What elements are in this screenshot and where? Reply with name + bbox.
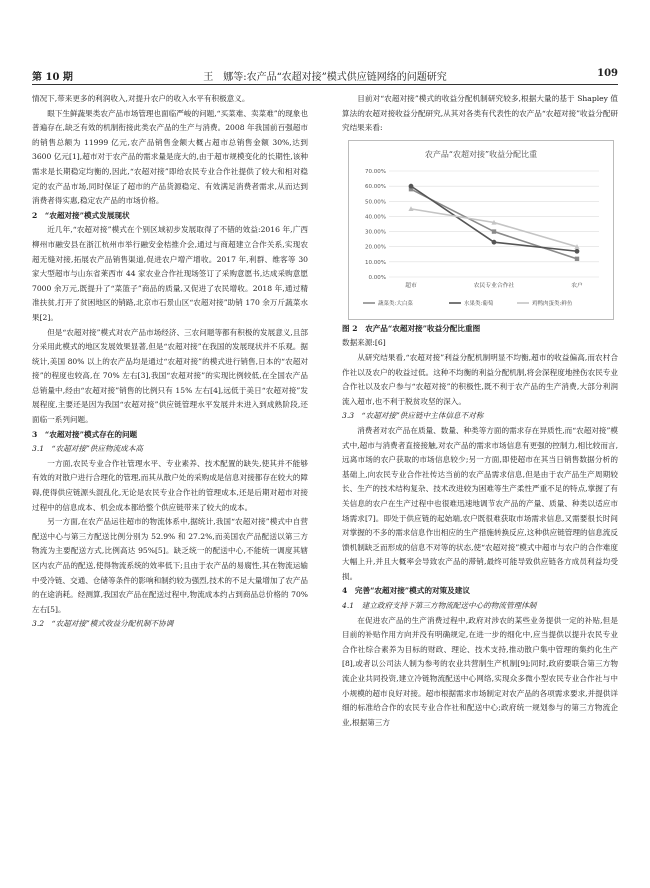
paragraph: 一方面,农民专业合作社管理水平、专业素养、技术配置的缺失,使其并不能够有效的对散户进行合理化的管理,而其从散户处的采购成是信息对接都存在较大的障碍,使得供应链源头混乱化,无论是农民专业合作社的管理成本,还是后期对超市对接过程中的信息成本、机会成本都给整个供应链带来了较大的成本。 [32, 458, 308, 512]
section-heading: 3 “农超对接”模式存在的问题 [32, 429, 138, 439]
paragraph: 目前对“农超对接”模式的收益分配机制研究较多,根据大量的基于 Shapley 值算法的农超对接收益分配研究,从其对各类有代表性的农产品“农超对接”收益分配研究结果来看: [342, 94, 618, 133]
y-tick-label: 70.00% [365, 168, 386, 175]
section-heading: 2 “农超对接”模式发展现状 [32, 210, 130, 220]
subsection-heading: 3.1 “农超对接”供应物流成本高 [32, 444, 143, 454]
page-number: 109 [597, 68, 618, 79]
paragraph: 眼下生鲜蔬果类农产品市场管理也面临严峻的问题,“买菜难、卖菜难”的现象也普遍存在,缺乏有效的机制衔接此类农产品的生产与消费。2008 年我国前百强超市的销售总额为 11999 亿元,农产品销售金额大概占超市总销售金额 30%,达到 3600 亿元[1],超市对于农产品的需求量是庞大的,由于超市规模变化的长期性,该种需求是长期稳定均衡的,因此,“农超对接”即给农民专业合作社提供了较大和相对稳定的农产品市场,同时保证了超市的产品货源稳定、有效满足消费者需求,从而达到消费者得实惠,稳定农产品的市场价格。 [32, 108, 308, 206]
y-tick-label: 40.00% [365, 214, 386, 221]
x-tick-label: 农民专业合作社 [473, 282, 515, 289]
data-source: 数据来源:[6] [342, 338, 386, 348]
data-point [492, 240, 497, 245]
paragraph: 情况下,带来更多的利润收入,对提升农户的收入水平有积极意义。 [32, 94, 250, 103]
subsection-heading: 3.3 “农超对接”供应链中主体信息不对称 [342, 411, 484, 421]
x-tick-label: 农户 [571, 282, 583, 289]
issue-number: 第 10 期 [32, 72, 73, 83]
running-header [32, 66, 618, 85]
legend-label: 蔬菜类:大白菜 [378, 300, 413, 307]
line-chart [349, 141, 613, 319]
y-tick-label: 10.00% [365, 259, 386, 266]
data-point [409, 184, 414, 189]
y-tick-label: 30.00% [365, 229, 386, 236]
y-tick-label: 50.00% [365, 199, 386, 206]
running-title: 王 娜等:农产品“农超对接”模式供应链网络的问题研究 [203, 72, 447, 83]
data-point [492, 229, 496, 233]
paragraph: 从研究结果看,“农超对接”利益分配机制明显不均衡,超市的收益偏高,而农村合作社以及农户的收益过低。这种不均衡的利益分配机制,将会深程度地挫伤农民专业合作社以及农户参与“农超对接”的积极性,既不利于农产品的生产消费,大部分利润流入超市,也不利于脱贫攻坚的深入。 [342, 352, 618, 406]
left-column [32, 92, 308, 882]
chart-title: 农产品“农超对接”收益分配比重 [424, 149, 538, 159]
paragraph: 在促进农产品的生产消费过程中,政府对涉农的某些业务提供一定的补贴,但是目前的补贴作用方向并没有明确规定,在进一步的细化中,应当提供以提升农民专业合作社综合素养为目标的财政、理论、技术支持,推动散户集中管理的集约化生产[8],或者以公司法人制为参考的农业共营制生产机制[9];同时,政府要联合第三方物流企业共同投资,建立冷链物流配送中心网络,实现众多微小型农民专业合作社与中小规模的超市良好对接。超市根据需求市场制定对农产品的各项需求要求,并提供详细的标准给合作的农民专业合作社和配送中心;政府统一规划参与的第三方物流企业,根据第三方 [342, 615, 618, 727]
figure-caption: 图 2 农产品“农超对接”收益分配比重图 [342, 323, 481, 333]
y-tick-label: 0.00% [368, 274, 386, 281]
subsection-heading: 3.2 “农超对接”模式收益分配机制不协调 [32, 619, 174, 629]
chart-frame [348, 140, 614, 320]
paragraph: 另一方面,在农产品运往超市的物流体系中,据统计,我国“农超对接”模式中自营配送中心与第三方配送比例分别为 52.9% 和 27.2%,而美国农产品配送以第三方物流为主要配送方式,比例高达 95%[5]。缺乏统一的配送中心,不能统一调度其辖区内农产品的配送,使得物流系统的效率低下;且由于农产品的易腐性,其在物流运输中受冷链、交通、仓储等条件的影响和制约较为强烈,技术的不足大量增加了农产品的在途消耗。经测算,我国农产品在配送过程中,物流成本约占到商品总价格的 70% 左右[5]。 [32, 517, 308, 614]
paragraph: 近几年,“农超对接”模式在个别区域初步发展取得了不错的效益:2016 年,广西柳州市融安县在浙江杭州市举行融安金桔推介会,通过与商超建立合作关系,实现农超无缝对接,拓展农产品销售渠道,促进农户增产增收。2017 年,利群、维客等 30 家大型超市与山东省莱西市 44 家农业合作社现场签订了采购意愿书,达成采购意愿 7000 余万元,既提升了“菜篮子”商品的质量,又促进了农民增收。2018 年,通过精准扶贫,打开了贫困地区的销路,北京市石景山区“农超对接”助销 170 余万斤蔬菜水果[2]。 [32, 225, 308, 322]
paragraph: 消费者对农产品在质量、数量、种类等方面的需求存在异质性,而“农超对接”模式中,超市与消费者直接接触,对农产品的需求市场信息有更强的控制力,相比较而言,远离市场的农户获取的市场信息较少;另一方面,即使超市在其当日销售数据分析的基础上,向农民专业合作社传达当前的农产品需求信息,但是由于农产品生产周期较长、生产的技术结构复杂、技术改进较为困难等生产柔性严重不足的特点,掌握了有关信息的农户在生产过程中也很难迅速地调节农产品的产量、质量、种类以适应市场需求[7]。即处于供应链的起始端,农户既很难获取市场需求信息,又需要很长时间对掌握的不多的需求信息作出相应的生产措施转换反应,这种供应链管理的信息流反馈机制缺乏而形成的信息不对等的状态,使“农超对接”模式中超市与农户的合作难度大幅上升,并且大概率会导致农产品的滞销,最终可能导致供应链各方成员利益均受损。 [342, 425, 618, 581]
subsection-heading: 4.1 建立政府支持下第三方物流配送中心的物流管理体制 [342, 601, 537, 611]
x-tick-label: 超市 [405, 282, 417, 289]
section-heading: 4 完善“农超对接”模式的对策及建议 [342, 586, 470, 596]
paragraph: 但是“农超对接”模式对农产品市场经济、三农问题等都有积极的发展意义,且部分采用此模式的地区发展效果显著,但是“农超对接”在我国的发展现状并不乐观。据统计,美国 80% 以上的农产品均是通过“农超对接”的模式进行销售,日本的“农超对接”的程度也较高,在 70% 左右[3],我国“农超对接”的实现比例较低,在全国农产品总销量中,经由“农超对接”销售的比例只有 15% 左右[4],远低于美日“农超对接”发展程度,主要还是因为我国“农超对接”供应链管理水平发展并未进入到成熟阶段,还面临一系列问题。 [32, 327, 308, 425]
data-point [575, 249, 580, 254]
y-tick-label: 60.00% [365, 183, 386, 190]
data-point [575, 256, 579, 260]
right-column [342, 92, 618, 882]
y-tick-label: 20.00% [365, 244, 386, 251]
legend-label: 水果类:葡萄 [464, 300, 494, 307]
legend-label: 鸡鸭肉蛋类:鲜鱼 [532, 300, 573, 307]
